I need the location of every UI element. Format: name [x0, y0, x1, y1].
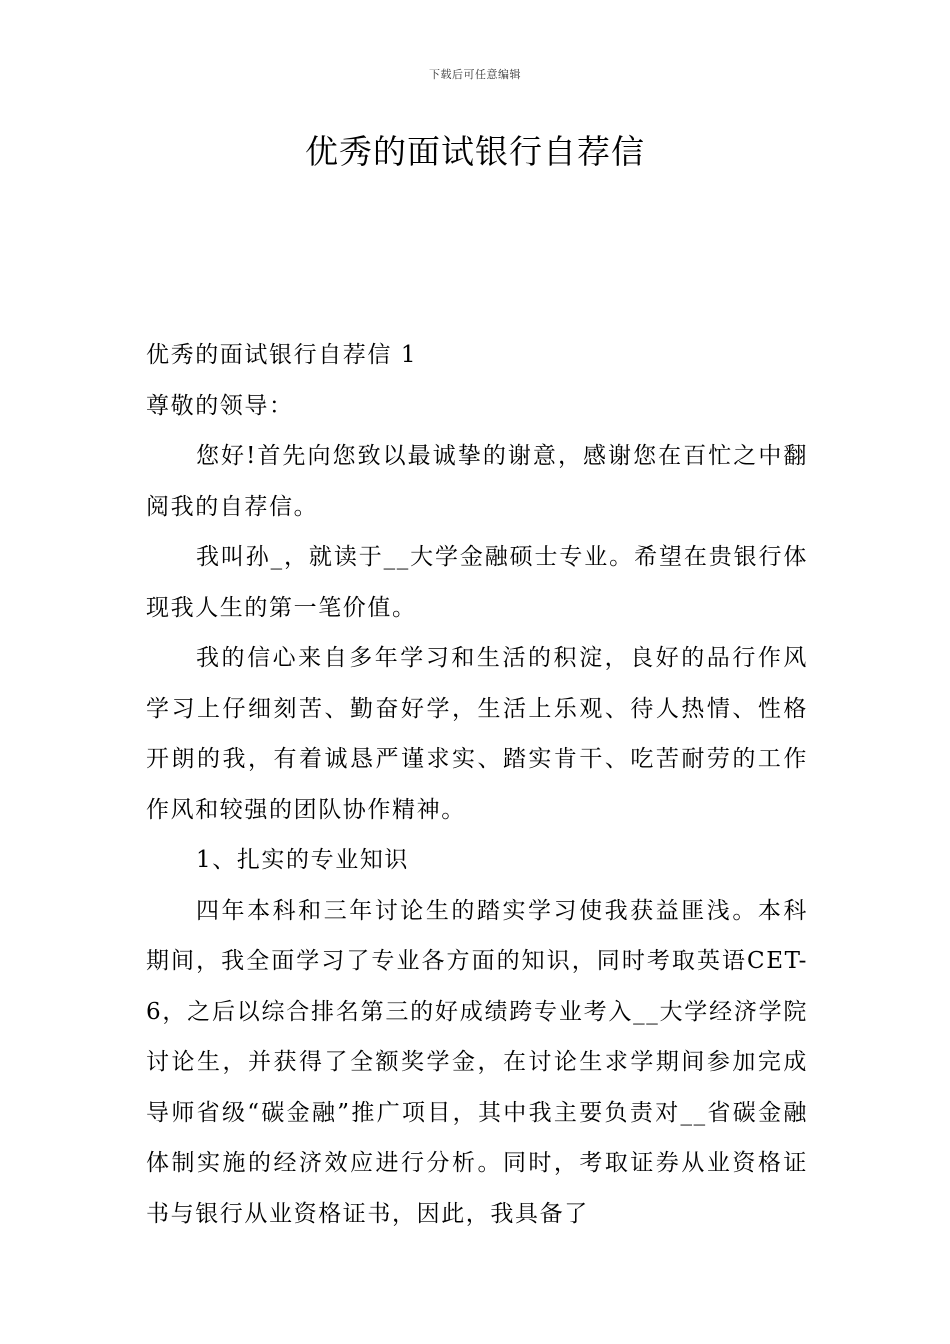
- paragraph-education: 四年本科和三年讨论生的踏实学习使我获益匪浅。本科期间，我全面学习了专业各方面的知识，同时考取英语CET-6，之后以综合排名第三的好成绩跨专业考入__大学经济学院讨论生，并获得了全额奖学金，在讨论生求学期间参加完成导师省级“碳金融”推广项目，其中我主要负责对__省碳金融体制实施的经济效应进行分析。同时，考取证券从业资格证书与银行从业资格证书，因此，我具备了: [146, 897, 808, 1227]
- letter-body: [146, 330, 808, 1239]
- subheading-professional-knowledge: 1、扎实的专业知识: [196, 847, 410, 873]
- section-heading: 优秀的面试银行自荐信 1: [146, 342, 418, 368]
- document-title: 优秀的面试银行自荐信: [305, 132, 645, 171]
- paragraph-greeting: 您好!首先向您致以最诚挚的谢意，感谢您在百忙之中翻阅我的自荐信。: [146, 443, 808, 520]
- paragraph-introduction: 我叫孙_，就读于__大学金融硕士专业。希望在贵银行体现我人生的第一笔价值。: [146, 544, 808, 621]
- paragraph-confidence: 我的信心来自多年学习和生活的积淀，良好的品行作风学习上仔细刻苦、勤奋好学，生活上乐观、待人热情、性格开朗的我，有着诚恳严谨求实、踏实肯干、吃苦耐劳的工作作风和较强的团队协作精神。: [146, 645, 808, 823]
- header-note: 下载后可任意编辑: [429, 68, 521, 81]
- salutation: 尊敬的领导：: [146, 392, 294, 419]
